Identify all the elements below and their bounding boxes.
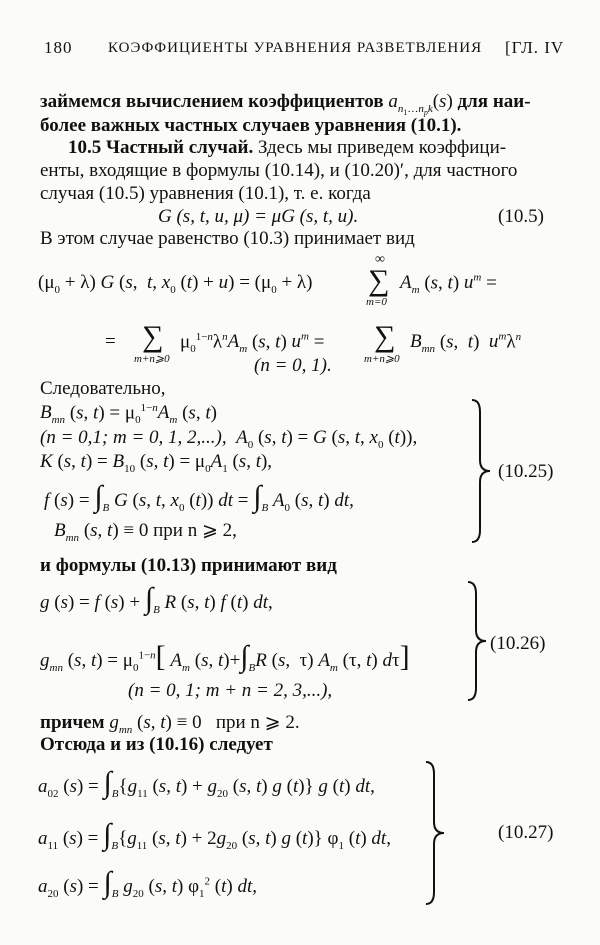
section-line1-rest: Здесь мы приведем коэффици- — [257, 137, 507, 158]
label-10-27: (10.27) — [498, 822, 554, 843]
sys25-line5: $B_{mn}$ (s, t) ≡ 0 при n ⩾ 2, — [54, 520, 237, 544]
sum2-bottom: m+n⩾0 — [134, 353, 170, 365]
sum-bottom: m=0 — [366, 296, 387, 308]
brace-10-26 — [466, 580, 488, 702]
text-formulas: и формулы (10.13) принимают вид — [40, 555, 337, 576]
eq-big-line1-right: $A_m$ (s, t) $u^m$ = — [400, 272, 497, 297]
sys27-line2: $a_{11}$ $(s) = \int_B\{g_{11}$ (s, $t) + 2g_{20}$ (s, t) g (t)} $\varphi_1$ (t) dt, — [38, 818, 391, 852]
sys25-line4: f $(s) = \int_B$ G (s, t, $x_0$ (t)) dt = $\int_B$ $A_0$ (s, t) dt, — [44, 480, 354, 514]
sum-top: ∞ — [375, 252, 385, 267]
label-10-25: (10.25) — [498, 461, 554, 482]
running-title: КОЭФФИЦИЕНТЫ УРАВНЕНИЯ РАЗВЕТВЛЕНИЯ — [108, 40, 483, 56]
eq-big-line1: $(\mu_0 + \lambda)$ G (s, t, $x_0$ $(t) + u) = (\mu_0 + \lambda)$ — [38, 272, 313, 296]
brace-10-27 — [424, 760, 446, 906]
sum-sign-2: ∑ — [142, 320, 164, 353]
eq-big-ncond: (n = 0, 1). — [254, 355, 332, 376]
chapter-label: [ГЛ. IV — [505, 38, 565, 57]
text-whereby: причем $g_{mn}$ (s, t) ≡ 0 при n ⩾ 2. — [40, 712, 300, 736]
sys26-line1: g (s) = f $(s) + \int_B$ R (s, t) f (t) dt, — [40, 582, 273, 616]
sys25-line1: $B_{mn}$ (s, $t) = \mu_0^{1-n}A_m$ (s, t) — [40, 402, 217, 427]
sys27-line3: $a_{20}$ $(s) = \int_B$ $g_{20}$ (s, t) $\varphi_1^2$ (t) dt, — [38, 866, 258, 900]
para1-line2: более важных частных случаев уравнения (10.1). — [40, 115, 462, 136]
section-line1 — [68, 137, 506, 159]
sys26-line2: $g_{mn}$ (s, $t) = \mu_0^{1-n}$[ $A_m$ (s, $t)+\int_BR$ (s, τ) $A_m$ (τ, t) dτ] — [40, 640, 410, 674]
page-number: 180 — [44, 38, 73, 57]
coef-symbol: $a_{n_1\dots n_pk}(s)$ — [388, 91, 453, 117]
sum3-bottom: m+n⩾0 — [364, 353, 400, 365]
eq-big-line2-mid: $\mu_0^{1-n}\lambda^nA_m$ (s, t) $u^m$ = — [180, 331, 325, 356]
sys25-line2: (n = 0,1; m = 0, 1, 2,...), $A_0$ (s, t) = G (s, t, $x_0$ (t)), — [40, 427, 418, 451]
eq-10-5: G (s, t, u, μ) = μG (s, t, u). — [158, 206, 359, 227]
sys27-line1: $a_{02}$ $(s) = \int_B\{g_{11}$ (s, $t) + g_{20}$ (s, t) g (t)} g (t) dt, — [38, 766, 375, 800]
eq-big-line2: = — [105, 331, 116, 352]
sum-sign-3: ∑ — [374, 320, 396, 353]
para1-text: займемся вычислением коэффициентов — [40, 91, 384, 112]
eq-10-5-label: (10.5) — [498, 206, 544, 227]
sys25-line3: K (s, $t) = B_{10}$ (s, $t) = \mu_0A_1$ (s, t), — [40, 451, 273, 475]
section-line3: случая (10.5) уравнения (10.1), т. е. когда — [40, 183, 371, 204]
text-equality: В этом случае равенство (10.3) принимает вид — [40, 228, 415, 249]
sum-sign-1: ∑ — [368, 264, 390, 297]
sys26-line3: (n = 0, 1; m + n = 2, 3,...), — [128, 680, 333, 701]
section-title: 10.5 Частный случай. — [68, 137, 254, 158]
text-therefore: Следовательно, — [40, 378, 166, 399]
eq-big-line2-right: $B_{mn}$ (s, t) $u^m\lambda^n$ — [410, 331, 522, 356]
para1-line1 — [40, 91, 531, 117]
brace-10-25 — [470, 398, 492, 544]
para1-text-end: для наи- — [457, 91, 531, 112]
label-10-26: (10.26) — [490, 633, 546, 654]
section-line2: енты, входящие в формулы (10.14), и (10.20)′, для частного — [40, 160, 518, 181]
text-hence: Отсюда и из (10.16) следует — [40, 734, 273, 755]
